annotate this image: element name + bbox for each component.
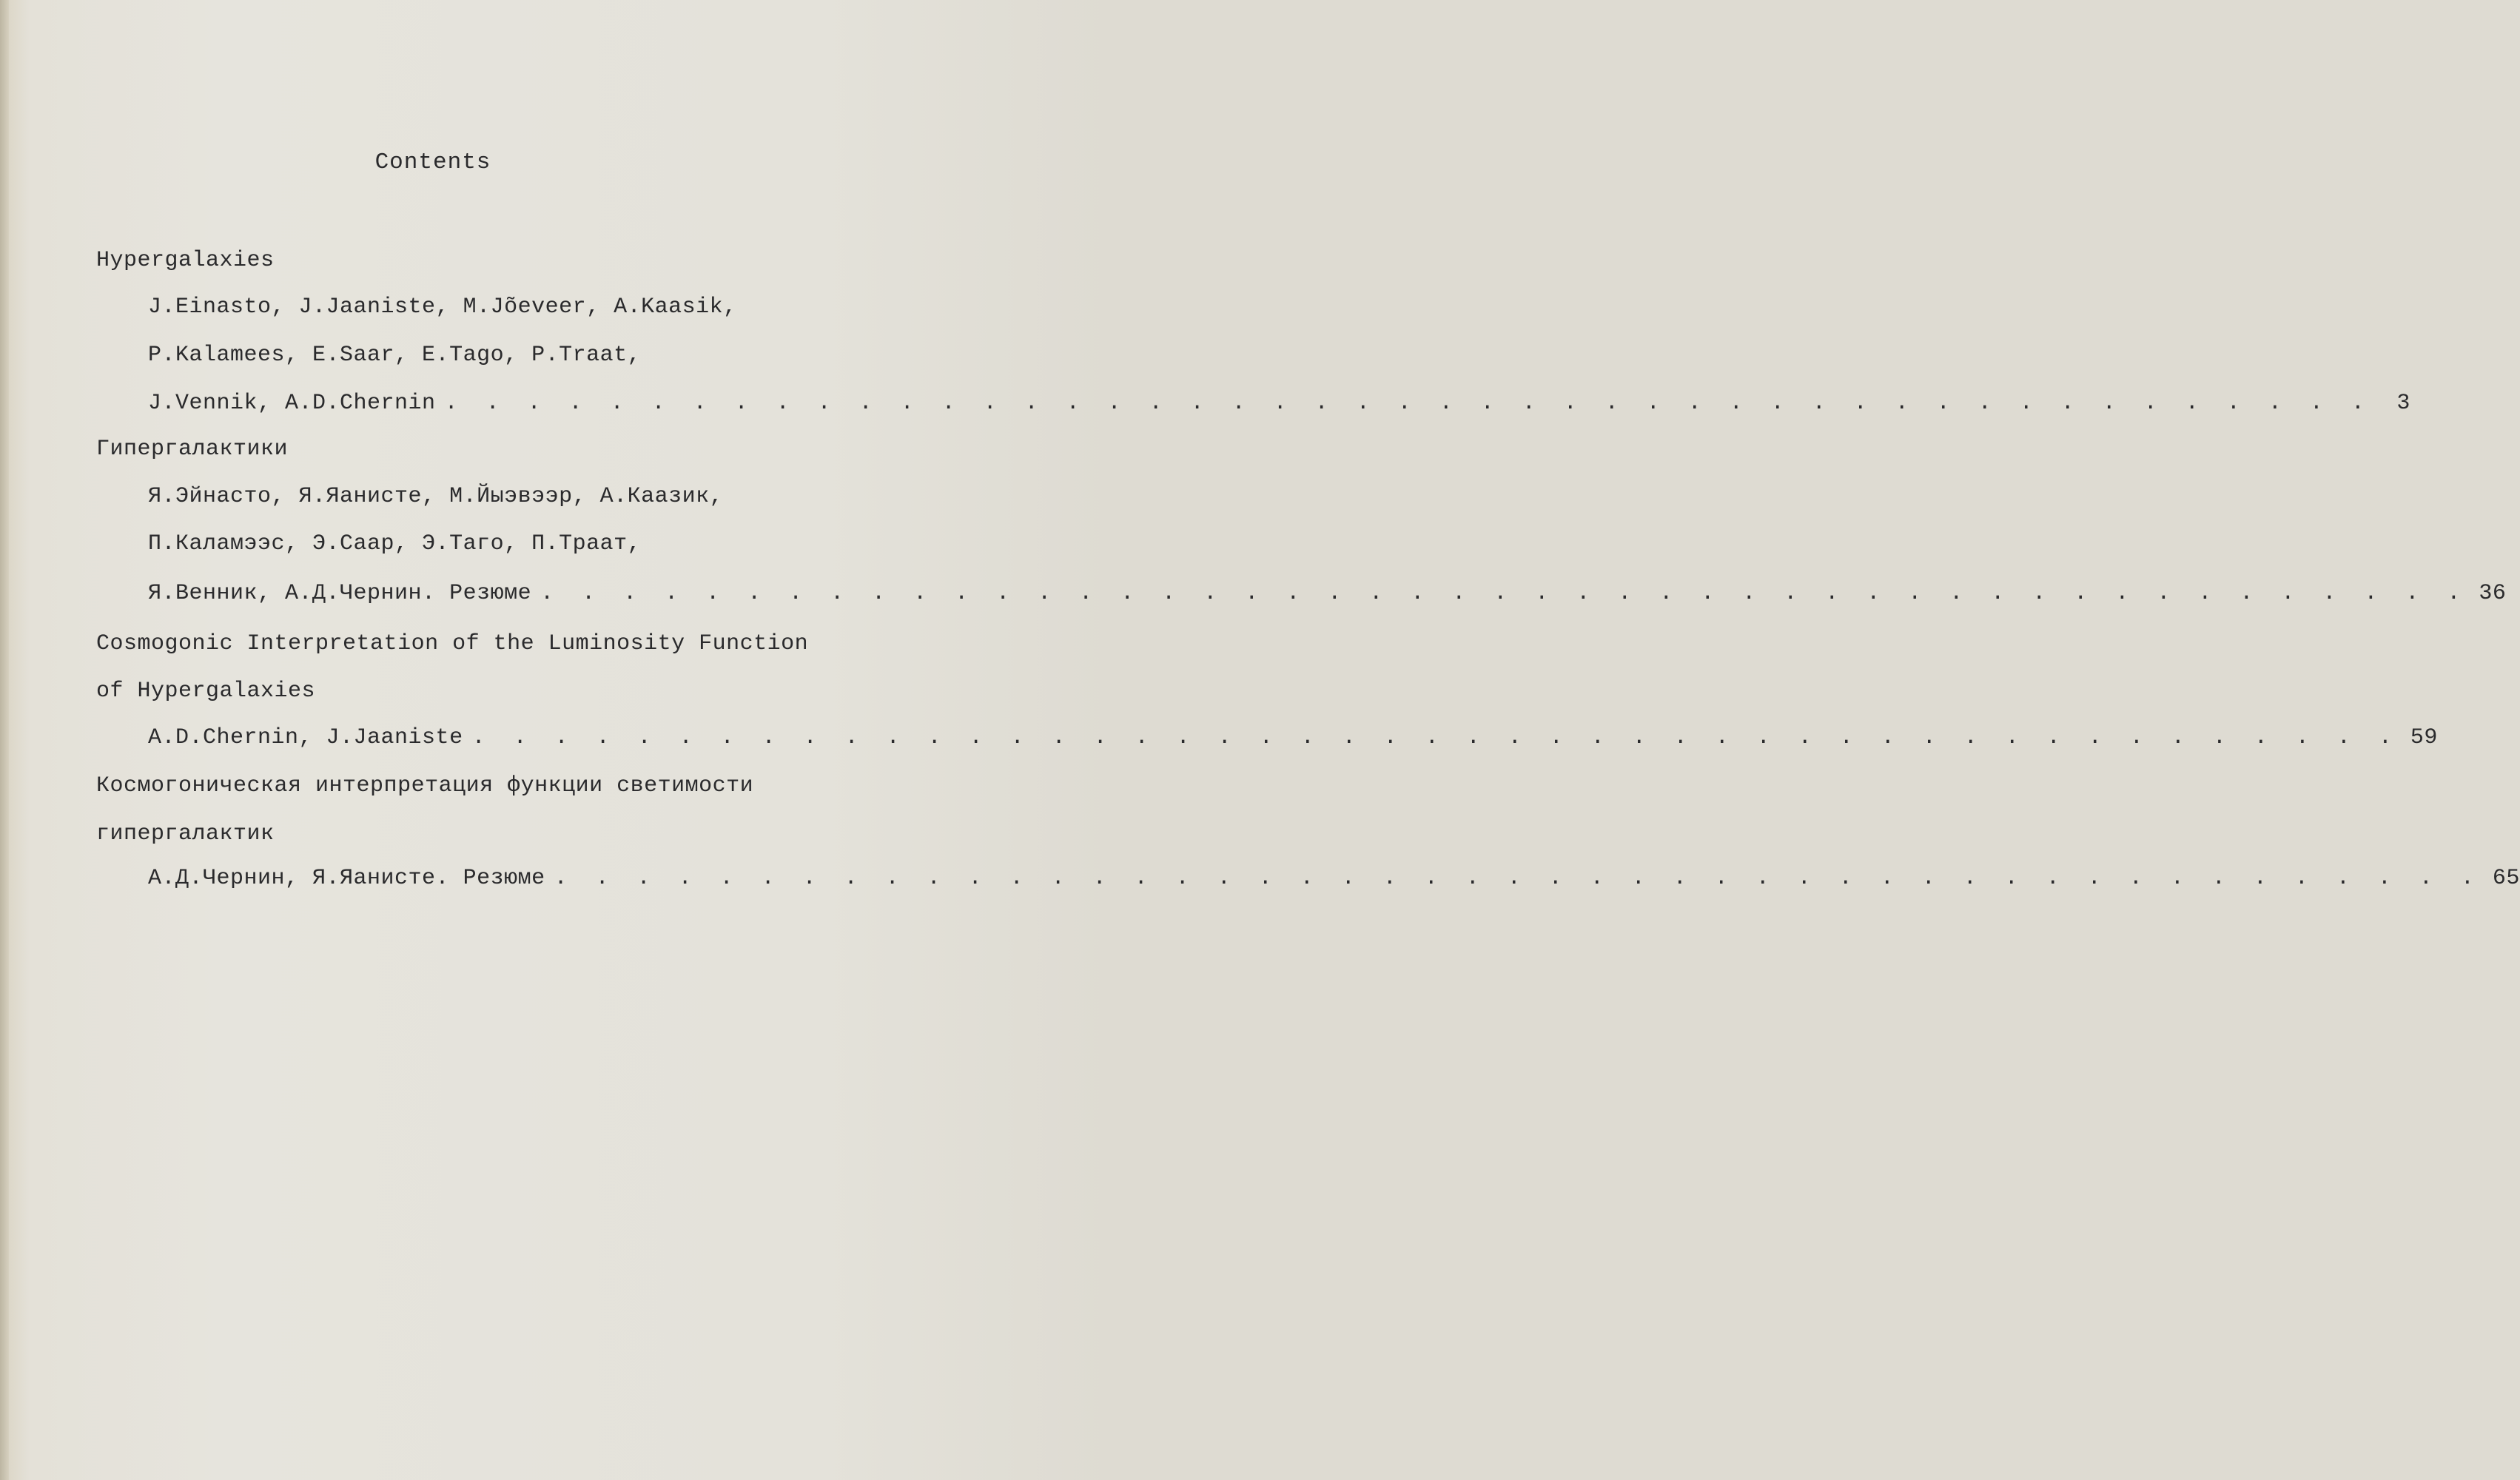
toc-row-hypergalaxies[interactable] [148, 391, 2410, 416]
page-number: 65 [2492, 866, 2520, 891]
page-edge [0, 0, 9, 1480]
toc-authors-line: P.Kalamees, E.Saar, E.Tago, P.Traat, [148, 343, 642, 368]
dot-leader: . . . . . . . . . . . . . . . . . . . . . . . . . . . . . . . . . . . . . . . . . . . . . . . [540, 581, 2468, 606]
page-number: 36 [2479, 581, 2507, 606]
toc-row-cosmogonic[interactable] [148, 725, 2438, 750]
toc-authors-line: Я.Венник, А.Д.Чернин. Резюме [148, 581, 532, 606]
dot-leader: . . . . . . . . . . . . . . . . . . . . . . . . . . . . . . . . . . . . . . . . . . . . . . . [444, 391, 2372, 416]
toc-heading-cosmogonic: Cosmogonic Interpretation of the Luminosity Function [96, 631, 809, 656]
toc-authors-line: Я.Эйнасто, Я.Яанисте, М.Йыэвээр, А.Каазик, [148, 484, 724, 509]
toc-row-kosmogonicheskaya[interactable] [148, 866, 2520, 891]
page-number: 3 [2396, 391, 2410, 416]
dot-leader: . . . . . . . . . . . . . . . . . . . . . . . . . . . . . . . . . . . . . . . . . . . . . . . [471, 725, 2399, 750]
toc-row-gipergalaktiki[interactable] [148, 581, 2507, 606]
dot-leader: . . . . . . . . . . . . . . . . . . . . . . . . . . . . . . . . . . . . . . . . . . . . . . . [554, 866, 2482, 891]
toc-heading-kosmogonicheskaya: Космогоническая интерпретация функции светимости [96, 773, 754, 798]
toc-authors-line: A.D.Chernin, J.Jaaniste [148, 725, 463, 750]
toc-authors-line: П.Каламээс, Э.Саар, Э.Таго, П.Траат, [148, 531, 642, 556]
toc-heading-cosmogonic-cont: of Hypergalaxies [96, 679, 316, 704]
page-title: Contents [374, 149, 491, 175]
toc-heading-kosmogonicheskaya-cont: гипергалактик [96, 821, 275, 847]
toc-authors-line: J.Einasto, J.Jaaniste, M.Jõeveer, A.Kaasik, [148, 295, 737, 320]
toc-heading-gipergalaktiki: Гипергалактики [96, 437, 289, 462]
toc-authors-line: А.Д.Чернин, Я.Яанисте. Резюме [148, 866, 545, 891]
toc-heading-hypergalaxies: Hypergalaxies [96, 248, 275, 273]
page-number: 59 [2410, 725, 2438, 750]
toc-authors-line: J.Vennik, A.D.Chernin [148, 391, 436, 416]
